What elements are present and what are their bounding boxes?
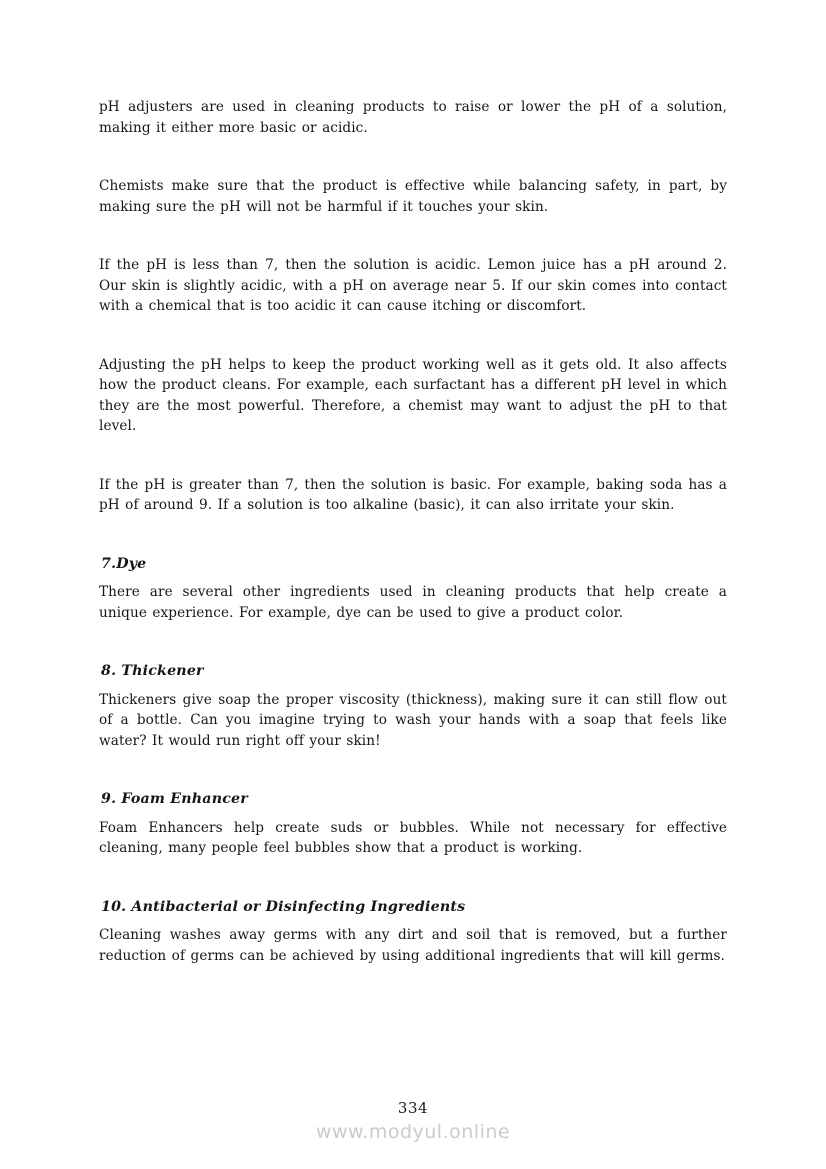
paragraph-chemists-safety: Chemists make sure that the product is effective while balancing safety, in part, by making sure the pH will not be harmful if it touches your skin.	[99, 178, 727, 215]
paragraph-dye: There are several other ingredients used in cleaning products that help create a unique experience. For example, dye can be used to give a product color.	[99, 584, 727, 621]
paragraph-thickener: Thickeners give soap the proper viscosity (thickness), making sure it can still flow out of a bottle. Can you imagine trying to wash your hands with a soap that feels like water? It would run right off your skin!	[99, 691, 727, 749]
paragraph-ph-adjusters: pH adjusters are used in cleaning products to raise or lower the pH of a solution, making it either more basic or acidic.	[99, 99, 727, 136]
page-content	[99, 97, 727, 1004]
section-heading-thickener: 8. Thickener	[101, 663, 204, 679]
section-heading-foam-enhancer: 9. Foam Enhancer	[101, 791, 248, 807]
paragraph-adjusting-ph: Adjusting the pH helps to keep the product working well as it gets old. It also affects how the product cleans. For example, each surfactant has a different pH level in which they are the most powerful. Therefore, a chemist may want to adjust the pH to that level.	[99, 356, 727, 434]
section-heading-antibacterial: 10. Antibacterial or Disinfecting Ingredients	[101, 898, 466, 915]
paragraph-foam-enhancer: Foam Enhancers help create suds or bubbles. While not necessary for effective cleaning, many people feel bubbles show that a product is working.	[99, 819, 727, 856]
paragraph-ph-greater-than-7: If the pH is greater than 7, then the solution is basic. For example, baking soda has a pH of around 9. If a solution is too alkaline (basic), it can also irritate your skin.	[99, 476, 727, 513]
paragraph-antibacterial: Cleaning washes away germs with any dirt and soil that is removed, but a further reduction of germs can be achieved by using additional ingredients that will kill germs.	[99, 927, 727, 964]
paragraph-ph-less-than-7: If the pH is less than 7, then the solution is acidic. Lemon juice has a pH around 2. Our skin is slightly acidic, with a pH on average near 5. If our skin comes into contact with a chemical that is too acidic it can cause itching or discomfort.	[99, 257, 727, 314]
section-heading-dye: 7.Dye	[101, 555, 147, 572]
watermark: www.modyul.online	[315, 1121, 511, 1143]
page-number: 334	[397, 1099, 429, 1117]
